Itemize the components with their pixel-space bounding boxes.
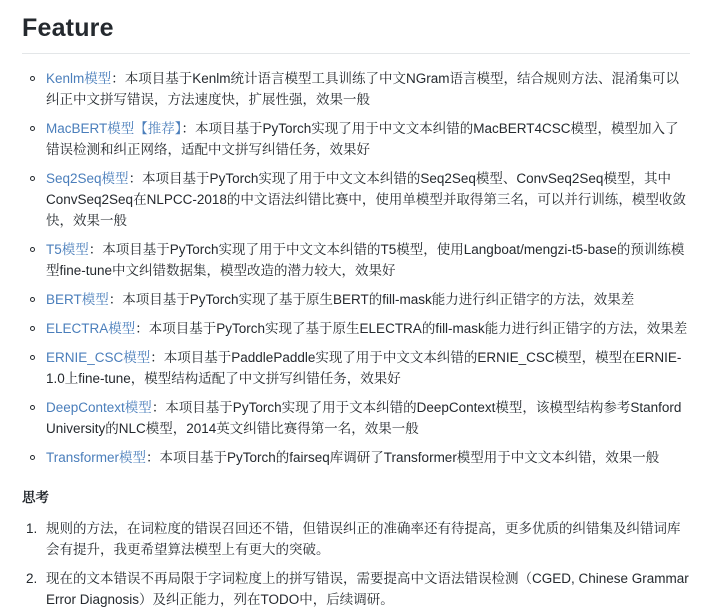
feature-link-transformer[interactable]: Transformer模型 xyxy=(46,450,147,465)
list-item xyxy=(46,239,690,281)
list-item xyxy=(46,347,690,389)
list-item xyxy=(46,118,690,160)
feature-desc-bert: ：本项目基于PyTorch实现了基于原生BERT的fill-mask能力进行纠正错字的方法，效果差 xyxy=(108,292,635,307)
feature-desc-electra: ：本项目基于PyTorch实现了基于原生ELECTRA的fill-mask能力进行纠正错字的方法，效果差 xyxy=(135,321,688,336)
feature-link-ernie-csc[interactable]: ERNIE_CSC模型 xyxy=(46,350,151,365)
list-item: 现在的文本错误不再局限于字词粒度上的拼写错误，需要提高中文语法错误检测（CGED, Chinese Grammar Error Diagnosis）及纠正能力，列在TODO中，后续调研。 xyxy=(46,571,689,607)
feature-link-electra[interactable]: ELECTRA模型 xyxy=(46,321,136,336)
feature-desc-t5: ：本项目基于PyTorch实现了用于中文文本纠错的T5模型，使用Langboat/mengzi-t5-base的预训练模型fine-tune中文纠错数据集，模型改造的潜力较大，效果好 xyxy=(46,242,685,278)
feature-desc-kenlm: ：本项目基于Kenlm统计语言模型工具训练了中文NGram语言模型，结合规则方法、混淆集可以纠正中文拼写错误，方法速度快，扩展性强，效果一般 xyxy=(46,71,680,107)
title-divider xyxy=(22,53,690,54)
feature-desc-macbert: ：本项目基于PyTorch实现了用于中文文本纠错的MacBERT4CSC模型，模型加入了错误检测和纠正网络，适配中文拼写纠错任务，效果好 xyxy=(46,121,679,157)
feature-desc-ernie-csc: ：本项目基于PaddlePaddle实现了用于中文文本纠错的ERNIE_CSC模型，模型在ERNIE-1.0上fine-tune，模型结构适配了中文拼写纠错任务，效果好 xyxy=(46,350,682,386)
feature-list xyxy=(0,68,712,468)
feature-link-t5[interactable]: T5模型 xyxy=(46,242,89,257)
feature-desc-transformer: ：本项目基于PyTorch的fairseq库调研了Transformer模型用于中文文本纠错，效果一般 xyxy=(146,450,660,465)
list-item: 规则的方法，在词粒度的错误召回还不错，但错误纠正的准确率还有待提高，更多优质的纠错集及纠错词库会有提升，我更希望算法模型上有更大的突破。 xyxy=(46,521,681,557)
feature-link-seq2seq[interactable]: Seq2Seq模型 xyxy=(46,171,129,186)
feature-link-deepcontext[interactable]: DeepContext模型 xyxy=(46,400,152,415)
list-item xyxy=(46,68,690,110)
feature-link-bert[interactable]: BERT模型 xyxy=(46,292,109,307)
list-item xyxy=(46,447,690,468)
list-item xyxy=(46,397,690,439)
list-item xyxy=(46,168,690,231)
feature-desc-seq2seq: ：本项目基于PyTorch实现了用于中文文本纠错的Seq2Seq模型、ConvSeq2Seq模型，其中ConvSeq2Seq在NLPCC-2018的中文语法纠错比赛中，使用单模型并取得第三名，可以并行训练，模型收敛快，效果一般 xyxy=(46,171,686,228)
feature-link-kenlm[interactable]: Kenlm模型 xyxy=(46,71,112,86)
feature-desc-deepcontext: ：本项目基于PyTorch实现了用于文本纠错的DeepContext模型，该模型结构参考Stanford University的NLC模型，2014英文纠错比赛得第一名，效果一般 xyxy=(46,400,682,436)
thought-list xyxy=(0,518,712,610)
page-title: Feature xyxy=(22,14,114,42)
section-title-think: 思考 xyxy=(22,490,49,505)
document-page xyxy=(0,14,712,607)
list-item xyxy=(46,289,690,310)
feature-link-macbert[interactable]: MacBERT模型【推荐】 xyxy=(46,121,182,136)
list-item xyxy=(46,318,690,339)
